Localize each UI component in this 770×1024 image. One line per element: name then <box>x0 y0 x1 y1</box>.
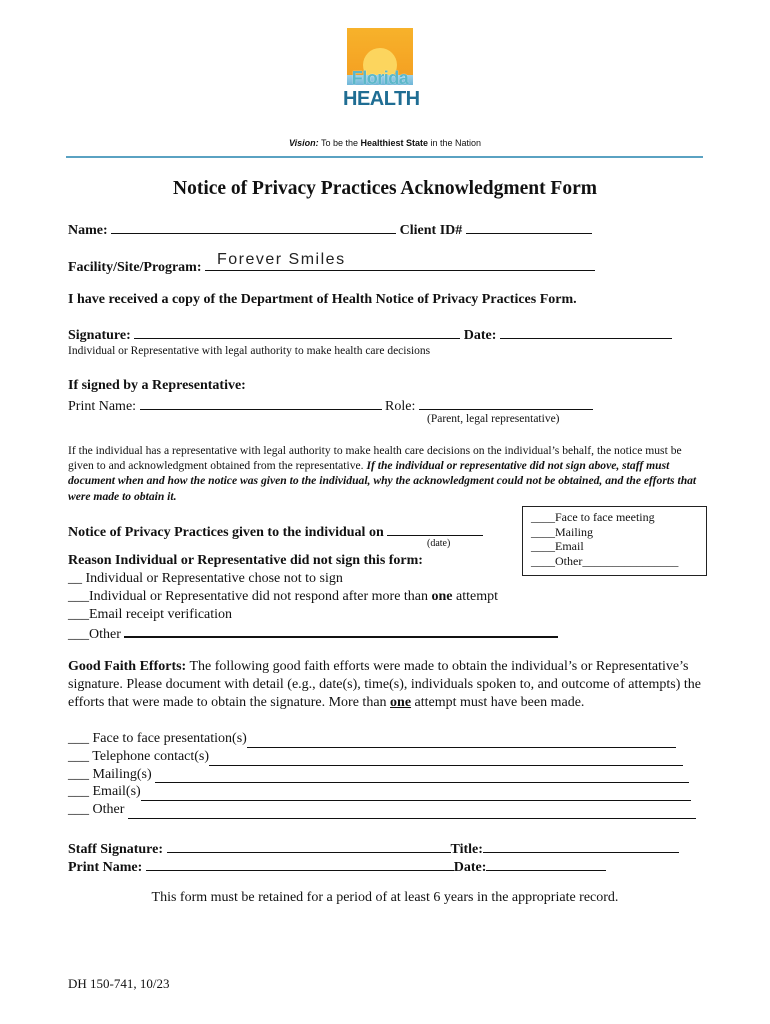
reason-options <box>68 570 558 644</box>
signature-label: Signature: <box>68 328 131 343</box>
staff-title-field[interactable] <box>483 839 679 853</box>
staff-print-name-label: Print Name: <box>68 860 143 875</box>
good-faith-item-face-to-face[interactable] <box>68 730 708 748</box>
staff-date-label: Date: <box>453 860 487 875</box>
good-faith-heading: Good Faith Efforts: <box>68 659 187 674</box>
reason-option-text-post: attempt <box>452 588 499 604</box>
florida-health-logo <box>343 28 420 112</box>
reason-option-text: Email receipt verification <box>89 606 233 622</box>
delivery-option-email[interactable]: ____Email <box>531 539 584 553</box>
delivery-option-face-to-face[interactable]: ____Face to face meeting <box>531 510 655 524</box>
signature-note: Individual or Representative with legal authority to make health care decisions <box>68 345 431 357</box>
staff-signature-label: Staff Signature: <box>68 842 164 857</box>
delivery-option-other[interactable]: ____Other________________ <box>531 553 679 568</box>
name-row <box>68 220 592 239</box>
reason-option-text: Individual or Representative chose not to sign <box>85 571 343 586</box>
facility-value: Forever Smiles <box>216 251 346 268</box>
signature-row <box>68 325 672 344</box>
staff-signature-row <box>68 839 679 858</box>
client-id-field[interactable] <box>466 220 592 234</box>
role-note: (Parent, legal representative) <box>427 413 560 425</box>
vision-label: Vision: <box>288 138 319 148</box>
vision-text-bold: Healthiest State <box>360 138 429 148</box>
signature-date-field[interactable] <box>500 325 672 339</box>
notice-given-row <box>68 522 483 541</box>
reason-heading: Reason Individual or Representative did not sign this form: <box>68 553 423 568</box>
staff-date-field[interactable] <box>486 857 606 871</box>
reason-option-chose-not[interactable] <box>68 570 558 588</box>
good-faith-text: The following good faith efforts were made to obtain the individual’s or Representative’s signature. Please document with detail (e.g., date(s), time(s), individuals spoken to, and outcome of attempts) the efforts that were made to obtain the signature. More than <box>68 659 701 710</box>
staff-print-name-field[interactable] <box>146 857 454 871</box>
staff-title-label: Title: <box>450 842 483 857</box>
good-faith-item-label: ___ Telephone contact(s) <box>68 748 210 764</box>
reason-option-blank: __ <box>68 571 86 586</box>
reason-option-blank: ___ <box>68 588 89 604</box>
facility-row <box>68 251 595 276</box>
good-faith-item-label: ___ Face to face presentation(s) <box>68 731 247 746</box>
reason-option-text: Other <box>89 627 121 643</box>
good-faith-item-field[interactable] <box>141 787 691 801</box>
signature-field[interactable] <box>134 325 460 339</box>
reason-option-blank: ___ <box>68 606 89 622</box>
reason-option-blank: ___ <box>68 627 89 643</box>
reason-option-no-response[interactable] <box>68 588 558 606</box>
good-faith-list <box>68 730 708 819</box>
signature-date-label: Date: <box>463 328 497 343</box>
notice-date-note: (date) <box>427 538 451 549</box>
instruction-paragraph <box>68 443 698 504</box>
staff-signature-field[interactable] <box>167 839 451 853</box>
header-divider <box>66 156 703 158</box>
rep-print-name-field[interactable] <box>140 396 382 410</box>
good-faith-item-field[interactable] <box>128 805 696 819</box>
rep-role-label: Role: <box>385 399 416 414</box>
vision-statement <box>0 138 770 148</box>
good-faith-item-label: ___ Mailing(s) <box>68 766 156 782</box>
good-faith-item-mailing[interactable] <box>68 766 708 784</box>
form-title: Notice of Privacy Practices Acknowledgment Form <box>173 178 597 199</box>
delivery-method-box <box>522 506 707 576</box>
good-faith-item-email[interactable] <box>68 783 708 801</box>
name-label: Name: <box>68 223 108 238</box>
retention-notice: This form must be retained for a period of at least 6 years in the appropriate record. <box>151 890 619 905</box>
notice-given-date-field[interactable] <box>387 522 483 536</box>
facility-field[interactable] <box>205 251 595 271</box>
good-faith-item-field[interactable] <box>155 769 689 783</box>
rep-print-name-label: Print Name: <box>68 399 137 414</box>
good-faith-item-label: ___ Email(s) <box>68 784 141 800</box>
form-number: DH 150-741, 10/23 <box>68 976 170 991</box>
good-faith-item-other[interactable] <box>68 801 708 819</box>
staff-print-name-row <box>68 857 606 876</box>
received-statement: I have received a copy of the Department of Health Notice of Privacy Practices Form. <box>68 292 577 307</box>
reason-other-field[interactable] <box>124 623 558 638</box>
good-faith-text-post: attempt must have been made. <box>411 694 585 710</box>
good-faith-paragraph <box>68 658 708 711</box>
good-faith-item-telephone[interactable] <box>68 748 708 766</box>
representative-heading: If signed by a Representative: <box>68 378 246 393</box>
reason-option-other[interactable] <box>68 623 558 644</box>
name-field[interactable] <box>111 220 396 234</box>
rep-role-field[interactable] <box>419 396 593 410</box>
good-faith-item-label: ___ Other <box>68 802 128 818</box>
facility-label: Facility/Site/Program: <box>68 260 202 275</box>
logo-florida-text: Florida <box>351 68 409 88</box>
good-faith-emphasis: one <box>390 694 412 710</box>
logo-health-text: HEALTH <box>343 88 420 110</box>
instruction-text: If the individual has a representative with legal authority to make health care decisions on the individual’s behalf, the notice must be given to and acknowledgment obtained from the representative. <box>68 444 682 473</box>
vision-text-post: in the Nation <box>428 138 482 148</box>
notice-given-label: Notice of Privacy Practices given to the individual on <box>68 525 384 540</box>
reason-option-text: Individual or Representative did not respond after more than <box>89 588 432 604</box>
good-faith-item-field[interactable] <box>209 752 683 766</box>
reason-option-email-verification[interactable] <box>68 606 558 624</box>
instruction-emphasis: If the individual or representative did not sign above, staff must document when and how the notice was given to the individual, why the acknowledgment could not be obtained, and the efforts that were made to obtain it. <box>68 459 697 503</box>
reason-option-bold: one <box>431 588 453 604</box>
good-faith-item-field[interactable] <box>247 734 676 748</box>
delivery-option-mailing[interactable]: ____Mailing <box>531 524 593 539</box>
client-id-label: Client ID# <box>399 223 463 238</box>
vision-text-pre: To be the <box>318 138 361 148</box>
